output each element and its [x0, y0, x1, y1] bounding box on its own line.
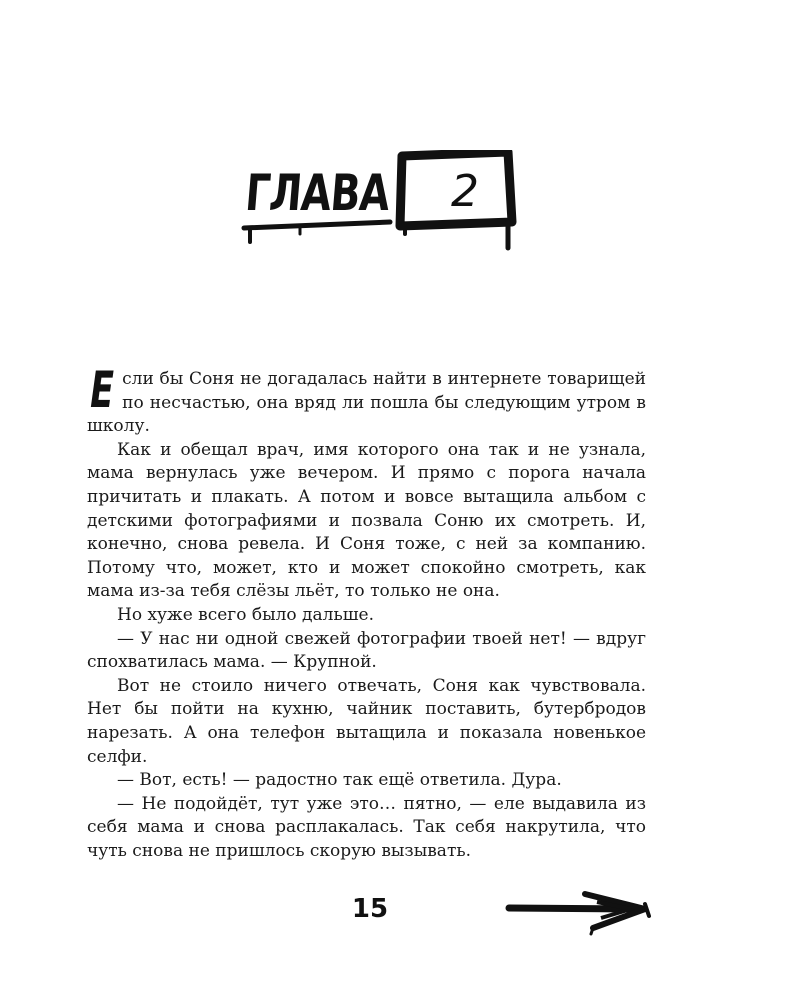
paragraph: Но хуже всего было дальше. [117, 604, 374, 625]
arrow-right-icon [505, 888, 655, 938]
dropcap: Е [90, 361, 115, 419]
paragraph: Как и обещал врач, имя которого она так и не узнала, мама вернулась уже вечером. И прямо с порога начала причитать и плакать. А потом и вовсе вытащила альбом с детскими фотографиями и позвала Соню их смотреть. И, конечно, снова ревела. И Соня тоже, с ней за компанию. Потому что, может, кто и может спокойно смотреть, как мама из-за тебя слёзы льёт, то только не она. [87, 439, 646, 602]
paragraph [87, 361, 646, 439]
paragraph: — Не подойдёт, тут уже это… пятно, — еле выдавила из себя мама и снова расплакалась. Так себя накрутила, что чуть снова не пришлось скорую вызывать. [87, 793, 646, 861]
paragraph: — У нас ни одной свежей фотографии твоей нет! — вдруг спохватилась мама. — Крупной. [87, 628, 646, 673]
paragraph: Вот не стоило ничего отвечать, Соня как чувствовала. Нет бы пойти на кухню, чайник поставить, бутербродов нарезать. А она телефон вытащила и показала новенькое селфи. [87, 675, 646, 767]
paragraph: — Вот, есть! — радостно так ещё ответила. Дура. [117, 770, 562, 791]
paragraph-text: сли бы Соня не догадалась найти в интернете товарищей по несчастью, она вряд ли пошла бы следующим утром в школу. [87, 369, 646, 437]
chapter-title: ГЛАВА [243, 164, 392, 222]
chapter-heading [240, 150, 530, 260]
page-number: 15 [351, 894, 389, 924]
chapter-number: 2 [451, 166, 479, 217]
body-text [87, 361, 646, 863]
